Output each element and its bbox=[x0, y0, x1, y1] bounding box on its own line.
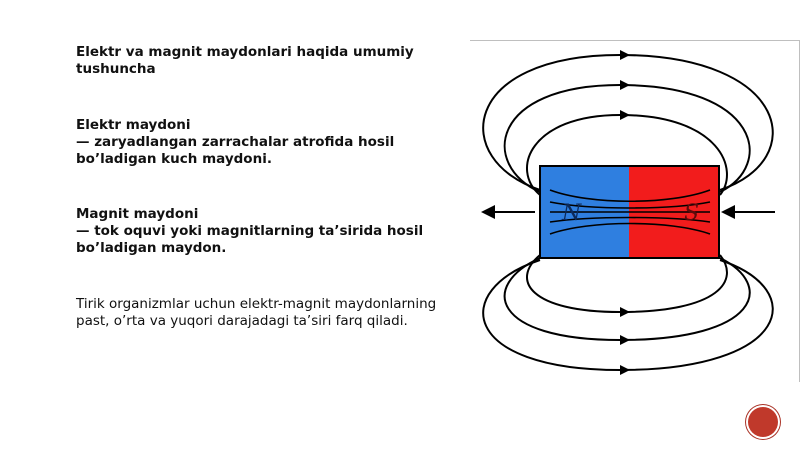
field-loop-bottom-inner bbox=[527, 255, 727, 312]
arrow-head bbox=[620, 335, 630, 345]
arrow-head bbox=[620, 110, 630, 120]
arrow-head bbox=[620, 307, 630, 317]
south-pole-label: S bbox=[684, 201, 700, 226]
arrow-head bbox=[620, 80, 630, 90]
electric-field-title: Elektr maydoni bbox=[76, 117, 191, 133]
arrow-head bbox=[620, 50, 630, 60]
note-text: Tirik organizmlar uchun elektr-magnit maydonlarning past, o’rta va yuqori darajadagi ta’siri farq qiladi. bbox=[76, 296, 437, 329]
magnetic-field-description: — tok oquvi yoki magnitlarning ta’sirida hosil bo’ladigan maydon. bbox=[76, 223, 424, 256]
next-slide-button[interactable] bbox=[748, 407, 778, 437]
field-loop-bottom-mid bbox=[505, 258, 750, 340]
electric-field-description: — zaryadlangan zarrachalar atrofida hosil bo’ladigan kuch maydoni. bbox=[76, 134, 395, 167]
slide-heading: Elektr va magnit maydonlari haqida umumiy tushuncha bbox=[76, 44, 414, 77]
electric-field-block bbox=[76, 117, 466, 168]
magnet-field-diagram bbox=[470, 40, 800, 382]
arrow-head bbox=[620, 365, 630, 375]
magnetic-field-block bbox=[76, 206, 466, 257]
north-pole-label: N bbox=[562, 201, 582, 226]
slide-heading-wrap bbox=[76, 44, 466, 78]
magnetic-field-title: Magnit maydoni bbox=[76, 206, 199, 222]
